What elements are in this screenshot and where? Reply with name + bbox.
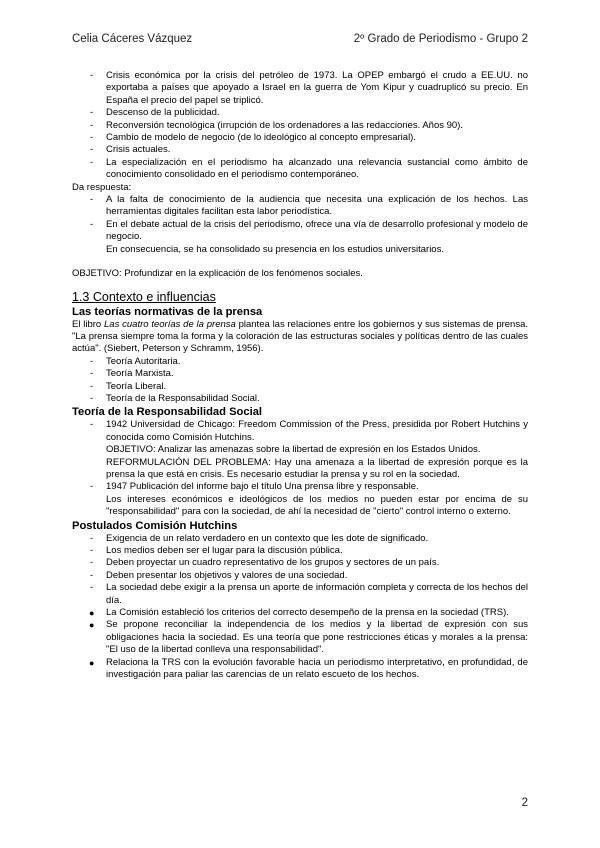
list-item: - Los medios deben ser el lugar para la discusión pública.	[90, 545, 343, 556]
page-header	[72, 33, 528, 49]
list-item: - La especialización en el periodismo ha alcanzado una relevancia sustancial como ámbito de conocimiento consolidado en el periodismo contemporáneo.	[90, 156, 528, 181]
list-item: ● Se propone reconciliar la independencia de los medios y la libertad de expresión con sus obligaciones hacia la sociedad. Es una teoría que pone restricciones éticas y morales a la prensa: "El uso de la libertad conlleva una responsabilidad".	[89, 619, 528, 656]
dash-marker: -	[90, 194, 94, 206]
list-item: ● Relaciona la TRS con la evolución favorable hacia un periodismo interpretativo, en profundidad, de investigación para paliar las carencias de un relato escueto de los hechos.	[89, 656, 528, 681]
list-item: ● La Comisión estableció los criterios del correcto desempeño de la prensa en la sociedad (TRS).	[89, 607, 509, 619]
list-continuation: REFORMULACIÓN DEL PROBLEMA: Hay una amenaza a la libertad de expresión porque es la prensa la que está en crisis. Es necesario estudiar la prensa y su rol en la sociedad.	[106, 456, 528, 480]
book-title: Las cuatro teorías de la prensa	[104, 318, 236, 330]
list-item: - Crisis económica por la crisis del petróleo de 1973. La OPEP embargó el crudo a EE.UU. no exportaba a países que apoyado a Israel en la guerra de Yom Kipur y cuadruplicó su precio. En España el precio del papel se triplicó.	[90, 70, 528, 106]
list-item: - Deben presentar los objetivos y valores de una sociedad.	[90, 569, 348, 581]
dash-marker: -	[90, 156, 94, 168]
course-label: 2º Grado de Periodismo - Grupo 2	[353, 33, 528, 45]
dash-marker: -	[90, 545, 94, 556]
list-item: - Teoría Marxista.	[90, 368, 174, 380]
respuesta-label: Da respuesta:	[72, 181, 132, 193]
teorias-intro: El libro Las cuatro teorías de la prensa plantea las relaciones entre los gobiernos y sus sistemas de prensa. "La prensa siempre toma la forma y la coloración de las estructuras sociales y políticas dentro de las cuales actúa". (Siebert, Peterson y Schramm, 1956).	[72, 318, 529, 355]
dash-marker: -	[90, 132, 94, 144]
author-name: Celia Cáceres Vázquez	[72, 33, 193, 45]
dash-marker: -	[90, 532, 94, 544]
bullet-icon: ●	[89, 620, 95, 631]
bullet-icon: ●	[89, 608, 95, 619]
section-title: 1.3 Contexto e influencias	[72, 289, 216, 304]
page-body	[72, 70, 528, 681]
list-continuation: OBJETIVO: Analizar las amenazas sobre la libertad de expresión en los Estados Unidos.	[106, 444, 481, 456]
list-item: - La sociedad debe exigir a la prensa un aporte de información completa y correcta de los hechos del día.	[90, 582, 528, 606]
postulados-heading: Postulados Comisión Hutchins	[72, 519, 238, 532]
list-item: - En el debate actual de la crisis del periodismo, ofrece una vía de desarrollo profesional y modelo de negocio.	[90, 218, 528, 243]
list-item: - Cambio de modelo de negocio (de lo ideológico al concepto empresarial).	[90, 132, 416, 144]
dash-marker: -	[90, 218, 94, 230]
objetivo-line: OBJETIVO: Profundizar en la explicación de los fenómenos sociales.	[72, 268, 363, 280]
bullet-icon: ●	[89, 657, 95, 668]
list-item: - Teoría Liberal.	[90, 380, 167, 392]
dash-marker: -	[90, 481, 94, 493]
list-item: - Exigencia de un relato verdadero en un contexto que les dote de significado.	[90, 532, 429, 544]
list-item: - Crisis actuales.	[90, 144, 171, 156]
teorias-heading: Las teorías normativas de la prensa	[72, 305, 263, 318]
dash-marker: -	[90, 144, 94, 156]
dash-marker: -	[90, 557, 94, 569]
dash-marker: -	[90, 70, 94, 81]
list-item: - 1947 Publicación del informe bajo el título Una prensa libre y responsable.	[90, 481, 419, 493]
list-item: - Descenso de la publicidad.	[90, 107, 220, 119]
dash-marker: -	[90, 419, 94, 431]
dash-marker: -	[90, 582, 94, 594]
list-item: - Reconversión tecnológica (irrupción de los ordenadores a las redacciones. Años 90).	[90, 119, 463, 131]
dash-marker: -	[90, 355, 94, 367]
list-item: - 1942 Universidad de Chicago: Freedom Commission of the Press, presidida por Robert Hutchins y conocida como Comisión Hutchins.	[90, 419, 528, 443]
dash-marker: -	[90, 368, 94, 380]
list-item: - Deben proyectar un cuadro representativo de los grupos y sectores de un país.	[90, 557, 440, 569]
list-item: - Teoría de la Responsabilidad Social.	[90, 392, 260, 404]
dash-marker: -	[90, 569, 94, 581]
list-item: - Teoría Autoritaria.	[90, 355, 181, 367]
dash-marker: -	[90, 107, 94, 119]
list-continuation: Los intereses económicos e ideológicos de los medios no pueden estar por encima de su "responsabilidad" para con la sociedad, de ahí la necesidad de "cierto" control interno o externo.	[106, 493, 528, 518]
list-continuation: En consecuencia, se ha consolidado su presencia en los estudios universitarios.	[106, 243, 444, 255]
list-item: - A la falta de conocimiento de la audiencia que necesita una explicación de los hechos. Las herramientas digitales facilitan esta labor periodística.	[90, 194, 528, 218]
dash-marker: -	[90, 392, 94, 404]
dash-marker: -	[90, 380, 94, 392]
trs-heading: Teoría de la Responsabilidad Social	[72, 406, 263, 419]
page-number: 2	[521, 797, 528, 809]
dash-marker: -	[90, 119, 94, 131]
